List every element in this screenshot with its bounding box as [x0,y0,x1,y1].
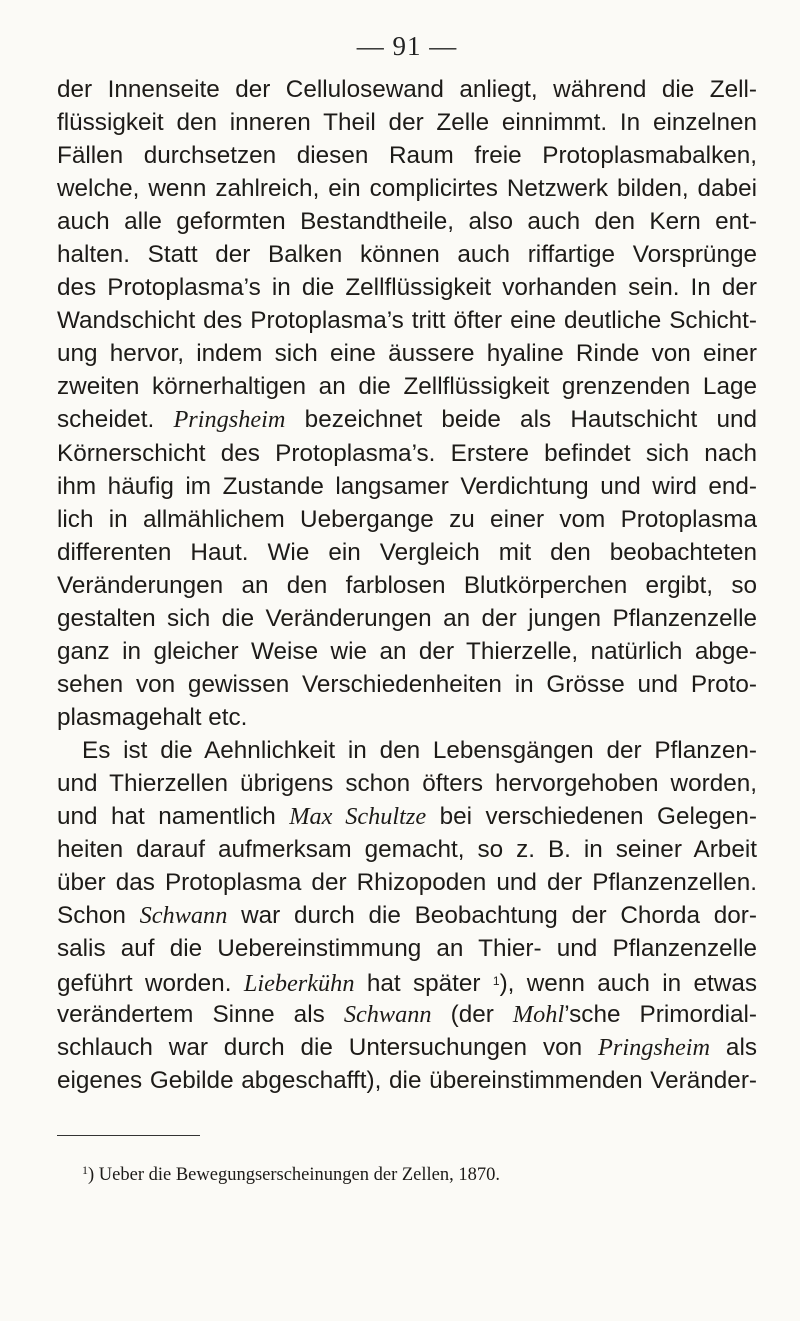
text-line [57,965,757,998]
text-segment: welche, wenn zahlreich, ein complicirtes Netzwerk bilden, dabei [57,175,757,203]
italic-name: Schwann [343,1001,432,1029]
text-segment: der Innenseite der Cellulosewand anliegt, während die Zell- [57,76,757,103]
text-segment: halten. Statt der Balken können auch riffartige Vorsprünge [57,241,757,269]
italic-name: Pringsheim [598,1034,711,1062]
footnote [57,1158,757,1187]
text-line [57,998,757,1031]
italic-name: Lieberkühn [243,970,355,998]
footnote-marker: 1 [82,1163,88,1178]
text-line [57,205,757,238]
text-line [57,701,757,734]
text-line [57,172,757,205]
text-line [57,800,757,833]
text-segment: Es ist die Aehnlichkeit in den Lebensgängen der Pflanzen- [82,736,757,764]
document-page [57,26,757,1187]
text-line [57,437,757,470]
text-line [57,139,757,172]
italic-name: Schwann [139,902,228,930]
text-segment: ’sche Primordial- [564,1001,758,1029]
text-segment: geführt worden. [57,970,244,998]
text-line [57,635,757,668]
text-line [57,271,757,304]
text-segment: ganz in gleicher Weise wie an der Thierzelle, natürlich abge- [57,637,757,665]
italic-name: Pringsheim [173,406,286,434]
text-line [57,304,757,337]
text-segment: sehen von gewissen Verschiedenheiten in Grösse und Proto- [57,670,757,698]
text-segment: flüssigkeit den inneren Theil der Zelle einnimmt. In einzelnen [57,109,757,137]
text-segment: Körnerschicht des Protoplasma’s. Erstere befindet sich nach [57,439,757,467]
text-line [57,403,757,436]
text-segment: und hat namentlich [57,803,290,831]
text-segment: ), wenn auch in etwas [499,970,757,998]
text-line [57,536,757,569]
text-line [57,106,757,139]
text-line [57,470,757,503]
text-segment: auch alle geformten Bestandtheile, also auch den Kern ent- [57,208,757,236]
text-line [57,932,757,965]
text-segment: Schon [57,902,140,930]
text-segment: war durch die Beobachtung der Chorda dor- [227,902,757,930]
text-line [57,734,757,767]
text-segment: bei verschiedenen Gelegen- [426,803,757,831]
footnote-text: ) Ueber die Bewegungserscheinungen der Zellen, 1870. [88,1165,500,1186]
text-segment: verändertem Sinne als [57,1001,344,1029]
text-line [57,337,757,370]
text-segment: gestalten sich die Veränderungen an der jungen Pflanzenzelle [57,604,757,632]
text-segment: zweiten körnerhaltigen an die Zellflüssigkeit grenzenden Lage [57,373,757,401]
text-segment: Veränderungen an den farblosen Blutkörperchen ergibt, so [57,571,757,599]
text-segment: bezeichnet beide als Hautschicht und [285,406,757,434]
text-line [57,899,757,932]
text-segment: ihm häufig im Zustande langsamer Verdichtung und wird end- [57,472,757,500]
text-line [57,668,757,701]
text-line [57,370,757,403]
text-segment: differenten Haut. Wie ein Vergleich mit den beobachteten [57,538,757,566]
text-line [57,1064,757,1097]
text-segment: hat später [354,970,493,998]
text-segment: salis auf die Uebereinstimmung an Thier- und Pflanzenzelle [57,935,757,963]
text-segment: (der [431,1001,513,1029]
text-line [57,503,757,536]
text-segment: des Protoplasma’s in die Zellflüssigkeit vorhanden sein. In der [57,274,757,302]
text-segment: plasmagehalt etc. [57,703,248,731]
text-line [57,602,757,635]
text-line [57,1031,757,1064]
text-segment: Wandschicht des Protoplasma’s tritt öfter eine deutliche Schicht- [57,307,757,335]
text-segment: und Thierzellen übrigens schon öfters hervorgehoben worden, [57,769,757,797]
text-line [57,767,757,800]
page-number: — 91 — [356,31,458,61]
text-segment: lich in allmählichem Uebergange zu einer vom Protoplasma [57,505,757,533]
text-line [57,833,757,866]
italic-name: Mohl [512,1001,565,1029]
italic-name: Max Schultze [289,803,427,831]
text-line [57,238,757,271]
footnote-ref: 1 [492,974,500,989]
text-line [57,73,757,106]
text-line [57,569,757,602]
text-segment: Fällen durchsetzen diesen Raum freie Protoplasmabalken, [57,142,757,170]
text-segment: heiten darauf aufmerksam gemacht, so z. B. in seiner Arbeit [57,836,757,864]
text-segment: scheidet. [57,406,174,434]
text-segment: ung hervor, indem sich eine äussere hyaline Rinde von einer [57,340,757,368]
body-text [57,73,757,1097]
text-line [57,866,757,899]
text-segment: über das Protoplasma der Rhizopoden und der Pflanzenzellen. [57,869,757,897]
text-segment: schlauch war durch die Untersuchungen von [57,1034,599,1062]
footnote-divider [57,1135,200,1136]
text-segment: als [710,1034,757,1062]
text-segment: eigenes Gebilde abgeschafft), die übereinstimmenden Veränder- [57,1067,757,1095]
